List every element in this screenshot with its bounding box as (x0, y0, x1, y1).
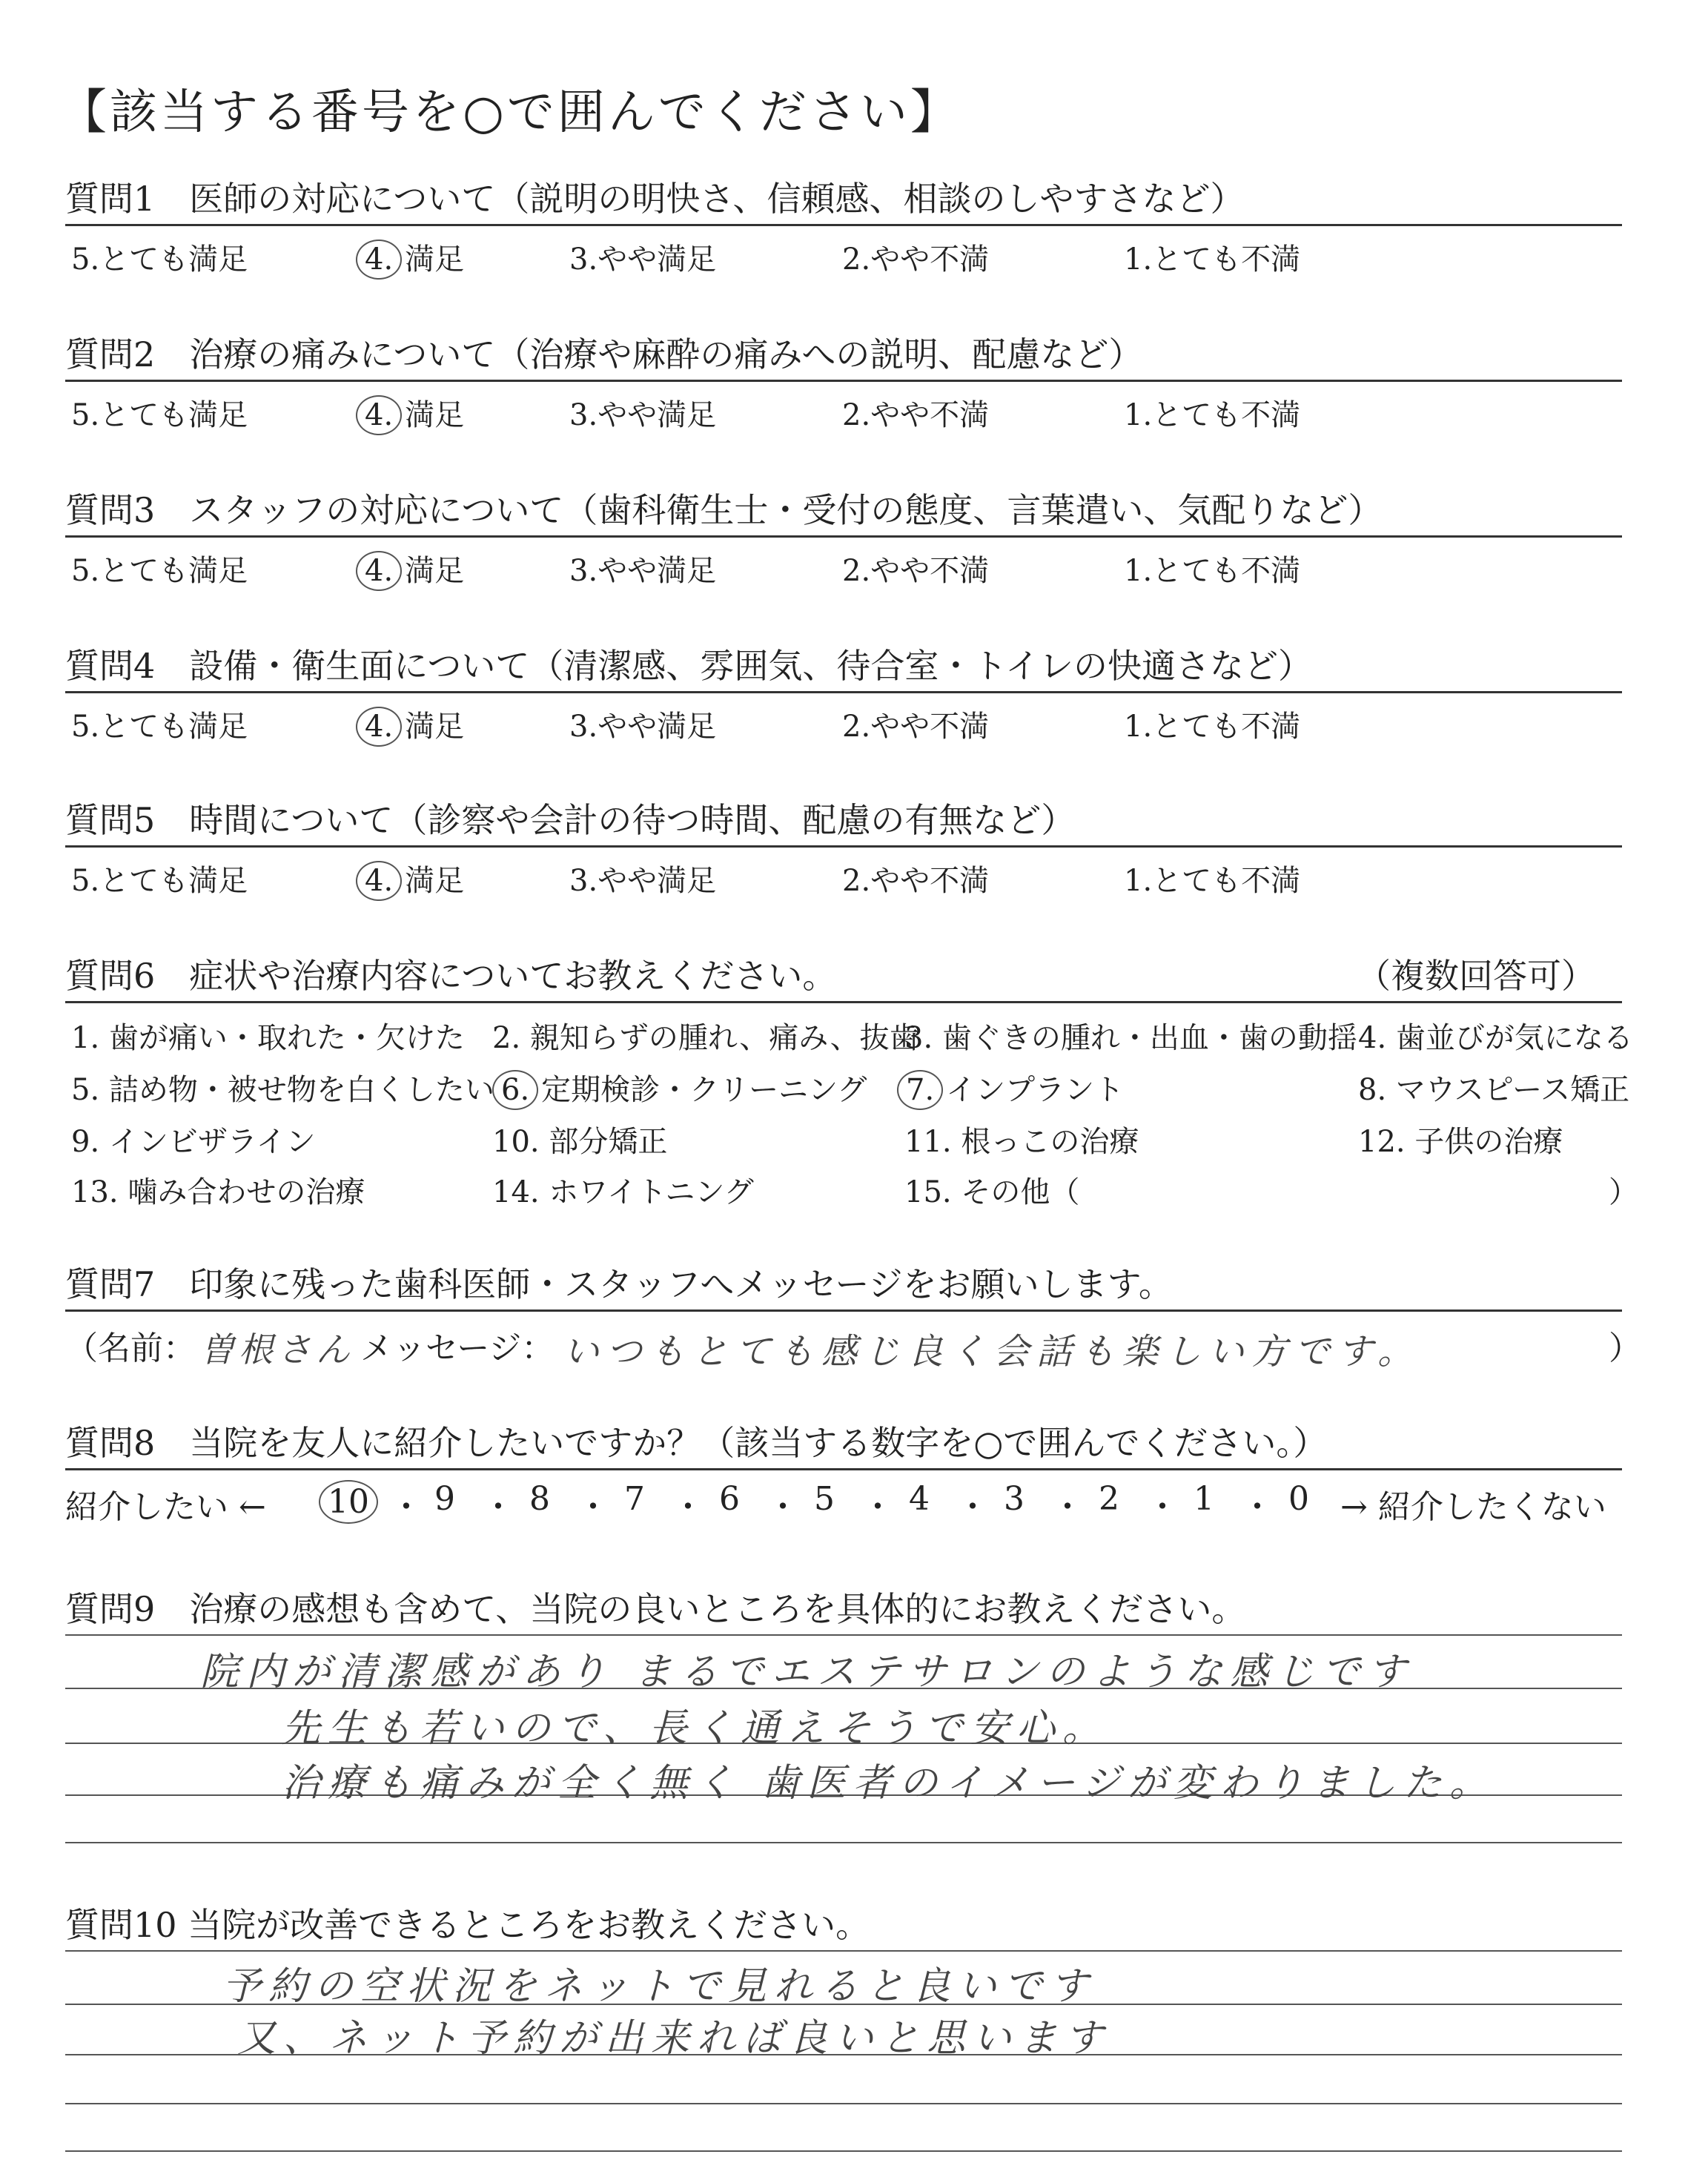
q5-option-4-selected[interactable]: 4. 満足 (356, 857, 464, 901)
q6-item-15[interactable]: 15. その他（ (904, 1175, 1080, 1209)
question-9-title: 質問9 治療の感想も含めて、当院の良いところを具体的にお教えください。 (65, 1589, 1246, 1629)
q4-option-3[interactable]: 3.やや満足 (569, 710, 717, 744)
q6-item-8[interactable]: 8. マウスピース矯正 (1358, 1073, 1630, 1107)
q1-option-1[interactable]: 1.とても不満 (1124, 242, 1301, 277)
q5-option-5[interactable]: 5.とても満足 (71, 864, 248, 898)
question-7-title: 質問7 印象に残った歯科医師・スタッフへメッセージをお願いします。 (65, 1264, 1173, 1304)
selection-circle: 7. (897, 1070, 943, 1110)
q4-option-4-selected[interactable]: 4. 満足 (356, 703, 464, 747)
q8-separator: ・ (861, 1488, 894, 1526)
q4-option-1[interactable]: 1.とても不満 (1124, 710, 1301, 744)
q6-item-6-selected[interactable]: 6. 定期検診・クリーニング (492, 1066, 867, 1110)
question-10-title: 質問10 当院が改善できるところをお教えください。 (65, 1905, 870, 1945)
question-1-rule (65, 224, 1622, 226)
q8-value-3[interactable]: 3 (1004, 1480, 1025, 1518)
q10-line-1 (65, 1950, 1622, 1952)
q7-message-value[interactable]: いつもとても感じ良く会話も楽しい方です。 (563, 1331, 1421, 1373)
question-5-title: 質問5 時間について（診察や会計の待つ時間、配慮の有無など） (65, 800, 1076, 840)
q8-right-label: → 紹介したくない (1340, 1488, 1606, 1526)
q8-separator: ・ (1241, 1488, 1274, 1526)
q1-option-5[interactable]: 5.とても満足 (71, 242, 248, 277)
q3-option-1[interactable]: 1.とても不満 (1124, 554, 1301, 588)
q6-item-10[interactable]: 10. 部分矯正 (492, 1125, 668, 1159)
selection-circle: 4. (356, 707, 402, 747)
q6-item-9[interactable]: 9. インビザライン (71, 1125, 316, 1159)
q3-option-3[interactable]: 3.やや満足 (569, 554, 717, 588)
q8-value-8[interactable]: 8 (529, 1480, 550, 1518)
question-8-title: 質問8 当院を友人に紹介したいですか？（該当する数字を○で囲んでください。） (65, 1423, 1328, 1463)
q6-item-2[interactable]: 2. 親知らずの腫れ、痛み、抜歯 (492, 1021, 919, 1055)
q7-name-value[interactable]: 曽根さん (200, 1330, 354, 1370)
q6-item-12[interactable]: 12. 子供の治療 (1358, 1125, 1563, 1159)
q8-value-2[interactable]: 2 (1099, 1480, 1119, 1518)
selection-circle: 4. (356, 240, 402, 280)
selection-circle: 6. (492, 1070, 538, 1110)
q10-answer-line-1[interactable]: 予約の空状況をネットで見れると良いです (222, 1964, 1096, 2009)
q3-option-5[interactable]: 5.とても満足 (71, 554, 248, 588)
q6-item-7-selected[interactable]: 7. インプラント (897, 1066, 1124, 1110)
q8-separator: ・ (390, 1488, 423, 1526)
q3-option-2[interactable]: 2.やや不満 (842, 554, 990, 588)
q7-message-label: メッセージ： (360, 1330, 555, 1367)
q8-separator: ・ (956, 1488, 989, 1526)
q6-item-5[interactable]: 5. 詰め物・被せ物を白くしたい (71, 1073, 494, 1107)
q8-value-6[interactable]: 6 (719, 1480, 740, 1518)
q9-line-1 (65, 1634, 1622, 1636)
page-header: 【該当する番号を○で囲んでください】 (59, 85, 961, 140)
q10-line-4 (65, 2103, 1622, 2104)
question-7-rule (65, 1309, 1622, 1312)
q6-item-1[interactable]: 1. 歯が痛い・取れた・欠けた (71, 1021, 465, 1055)
q9-line-5 (65, 1842, 1622, 1843)
q5-option-3[interactable]: 3.やや満足 (569, 864, 717, 898)
question-2-rule (65, 380, 1622, 382)
question-5-rule (65, 845, 1622, 848)
q8-value-4[interactable]: 4 (909, 1480, 930, 1518)
q2-option-4-selected[interactable]: 4. 満足 (356, 392, 464, 435)
q6-item-14[interactable]: 14. ホワイトニング (492, 1175, 754, 1209)
q8-separator: ・ (767, 1488, 799, 1526)
q8-left-label: 紹介したい ← (65, 1488, 266, 1526)
q5-option-1[interactable]: 1.とても不満 (1124, 864, 1301, 898)
question-3-title: 質問3 スタッフの対応について（歯科衛生士・受付の態度、言葉遣い、気配りなど） (65, 490, 1383, 530)
q8-value-5[interactable]: 5 (814, 1480, 835, 1518)
multiple-answer-note: （複数回答可） (1357, 956, 1595, 996)
q4-option-2[interactable]: 2.やや不満 (842, 710, 990, 744)
q3-option-4-selected[interactable]: 4. 満足 (356, 547, 464, 591)
q8-separator: ・ (672, 1488, 704, 1526)
q8-value-1[interactable]: 1 (1194, 1480, 1214, 1518)
q8-separator: ・ (1146, 1488, 1179, 1526)
question-6-rule (65, 1001, 1622, 1003)
q8-value-7[interactable]: 7 (624, 1480, 645, 1518)
q5-option-2[interactable]: 2.やや不満 (842, 864, 990, 898)
q9-answer-line-2[interactable]: 先生も若いので、長く通えそうで安心。 (282, 1706, 1108, 1751)
selection-circle: 10 (319, 1480, 378, 1524)
question-4-rule (65, 691, 1622, 693)
q1-option-3[interactable]: 3.やや満足 (569, 242, 717, 277)
q10-line-5 (65, 2150, 1622, 2152)
question-1-title: 質問1 医師の対応について（説明の明快さ、信頼感、相談のしやすさなど） (65, 179, 1245, 219)
question-2-title: 質問2 治療の痛みについて（治療や麻酔の痛みへの説明、配慮など） (65, 334, 1143, 374)
q2-option-2[interactable]: 2.やや不満 (842, 398, 990, 432)
selection-circle: 4. (356, 861, 402, 901)
q6-item-3[interactable]: 3. 歯ぐきの腫れ・出血・歯の動揺 (904, 1021, 1357, 1055)
q2-option-5[interactable]: 5.とても満足 (71, 398, 248, 432)
q2-option-1[interactable]: 1.とても不満 (1124, 398, 1301, 432)
question-6-title: 質問6 症状や治療内容についてお教えください。 (65, 956, 837, 996)
q7-name-label: （名前： (65, 1330, 196, 1367)
q7-close-paren: ） (1609, 1330, 1641, 1367)
q8-separator: ・ (482, 1488, 514, 1526)
question-4-title: 質問4 設備・衛生面について（清潔感、雰囲気、待合室・トイレの快適さなど） (65, 646, 1313, 686)
q8-value-0[interactable]: 0 (1288, 1480, 1309, 1518)
question-8-rule (65, 1468, 1622, 1470)
selection-circle: 4. (356, 395, 402, 435)
q4-option-5[interactable]: 5.とても満足 (71, 710, 248, 744)
q10-answer-line-2[interactable]: 又、ネット予約が出来れば良いと思います (237, 2016, 1111, 2061)
q2-option-3[interactable]: 3.やや満足 (569, 398, 717, 432)
q8-value-9[interactable]: 9 (434, 1480, 455, 1518)
q1-option-4-selected[interactable]: 4. 満足 (356, 236, 464, 280)
q8-separator: ・ (577, 1488, 609, 1526)
q6-item-15-close: ） (1609, 1175, 1638, 1209)
q6-item-13[interactable]: 13. 噛み合わせの治療 (71, 1175, 365, 1209)
q8-value-10-selected[interactable] (319, 1480, 381, 1524)
q6-item-11[interactable]: 11. 根っこの治療 (904, 1125, 1139, 1159)
q9-answer-line-3[interactable]: 治療も痛みが全く無く 歯医者のイメージが変わりました。 (282, 1761, 1495, 1806)
q6-item-4[interactable]: 4. 歯並びが気になる (1358, 1021, 1633, 1055)
selection-circle: 4. (356, 551, 402, 591)
q8-separator: ・ (1051, 1488, 1084, 1526)
question-3-rule (65, 535, 1622, 538)
q1-option-2[interactable]: 2.やや不満 (842, 242, 990, 277)
q9-answer-line-1[interactable]: 院内が清潔感があり まるでエステサロンのような感じです (200, 1650, 1414, 1694)
